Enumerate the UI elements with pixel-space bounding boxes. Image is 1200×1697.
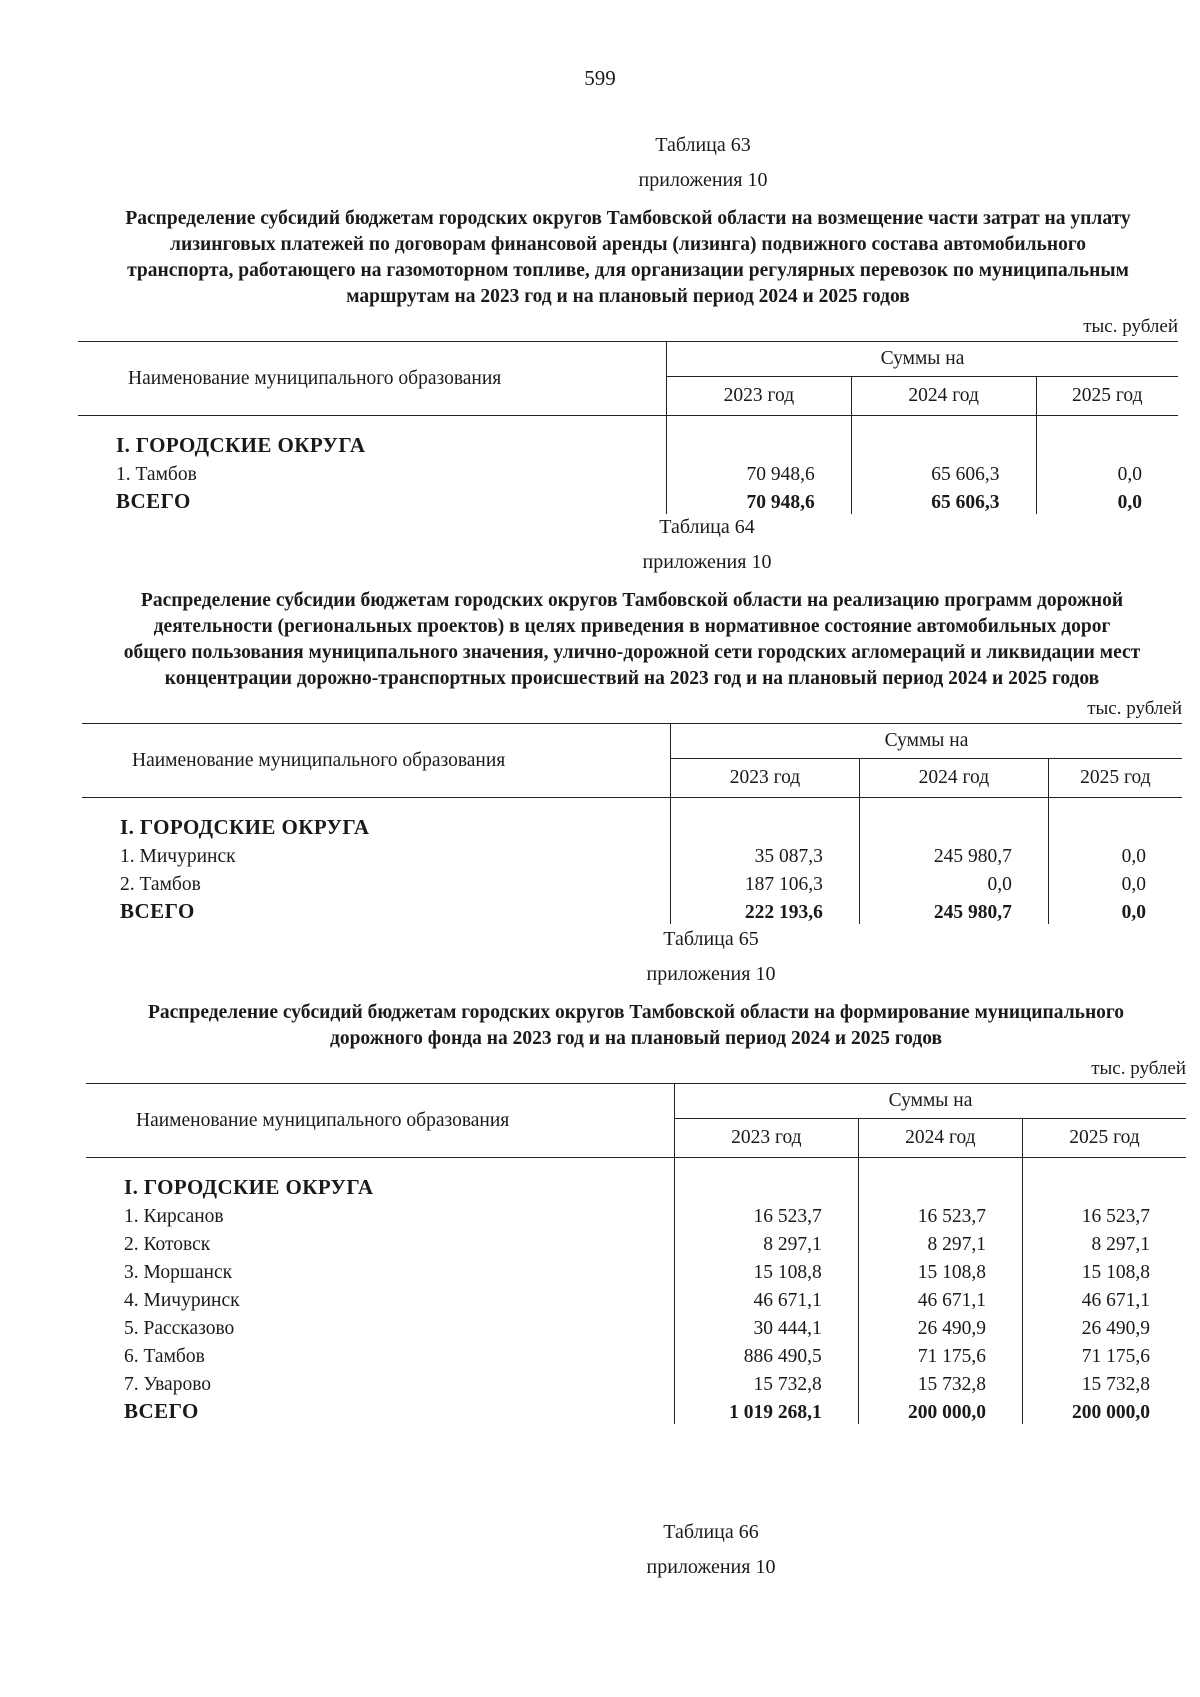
table-row bbox=[86, 1340, 1186, 1368]
value-cell: 15 108,8 bbox=[675, 1256, 859, 1284]
table-ref-line2: приложения 10 bbox=[646, 1556, 776, 1578]
table-ref-line1: Таблица 64 bbox=[659, 516, 755, 538]
column-header-year: 2023 год bbox=[675, 1119, 859, 1158]
row-name: 7. Уварово bbox=[124, 1374, 212, 1395]
value-cell: 187 106,3 bbox=[671, 868, 860, 896]
group-row bbox=[82, 798, 1182, 841]
value-cell: 15 108,8 bbox=[1022, 1256, 1186, 1284]
value-cell: 886 490,5 bbox=[675, 1340, 859, 1368]
total-row bbox=[86, 1396, 1186, 1424]
row-name: 1. Мичуринск bbox=[120, 846, 236, 867]
total-label: ВСЕГО bbox=[124, 1399, 199, 1423]
units-label: тыс. рублей bbox=[1087, 698, 1182, 719]
empty-cell bbox=[1048, 798, 1182, 841]
table-row bbox=[86, 1200, 1186, 1228]
table-row bbox=[86, 1368, 1186, 1396]
value-cell: 46 671,1 bbox=[858, 1284, 1022, 1312]
table-heading: Распределение субсидии бюджетам городских округов Тамбовской области на реализацию программ дорожной деятельности (региональных проектов) в целях приведения в нормативное состояние автомобильных дорог общего пользования муниципального значения, улично-дорожной сети городских агломераций и ликвидации мест концентрации дорожно-транспортных происшествий на 2023 год и на плановый период 2024 и 2025 годов bbox=[123, 590, 1141, 689]
value-cell: 15 732,8 bbox=[675, 1368, 859, 1396]
value-cell: 65 606,3 bbox=[851, 458, 1036, 486]
data-table bbox=[78, 341, 1178, 514]
empty-cell bbox=[859, 798, 1048, 841]
value-cell: 15 108,8 bbox=[858, 1256, 1022, 1284]
value-cell: 46 671,1 bbox=[1022, 1284, 1186, 1312]
empty-cell bbox=[1022, 1158, 1186, 1201]
empty-cell bbox=[858, 1158, 1022, 1201]
column-header-year: 2024 год bbox=[859, 759, 1048, 798]
table-heading: Распределение субсидий бюджетам городских округов Тамбовской области на возмещение части затрат на уплату лизинговых платежей по договорам финансовой аренды (лизинга) подвижного состава автомобильного транспорта, работающего на газомоторном топливе, для организации регулярных перевозок по муниципальным маршрутам на 2023 год и на плановый период 2024 и 2025 годов bbox=[125, 208, 1131, 307]
data-table bbox=[86, 1083, 1186, 1424]
table-row bbox=[82, 868, 1182, 896]
table-row bbox=[86, 1228, 1186, 1256]
column-header-year: 2024 год bbox=[851, 377, 1036, 416]
table-63-block bbox=[78, 128, 1178, 514]
total-value: 222 193,6 bbox=[671, 896, 860, 924]
column-header-name: Наименование муниципального образования bbox=[86, 1084, 675, 1158]
table-heading: Распределение субсидий бюджетам городских округов Тамбовской области на формирование муниципального дорожного фонда на 2023 год и на плановый период 2024 и 2025 годов bbox=[147, 1002, 1125, 1049]
table-row bbox=[86, 1284, 1186, 1312]
total-value: 245 980,7 bbox=[859, 896, 1048, 924]
row-name: 6. Тамбов bbox=[124, 1346, 205, 1367]
value-cell: 0,0 bbox=[859, 868, 1048, 896]
total-value: 65 606,3 bbox=[851, 486, 1036, 514]
table-row bbox=[82, 840, 1182, 868]
units-label: тыс. рублей bbox=[1083, 316, 1178, 337]
value-cell: 26 490,9 bbox=[1022, 1312, 1186, 1340]
table-row bbox=[78, 458, 1178, 486]
group-label: I. ГОРОДСКИЕ ОКРУГА bbox=[124, 1175, 374, 1199]
total-value: 1 019 268,1 bbox=[675, 1396, 859, 1424]
column-header-year: 2024 год bbox=[858, 1119, 1022, 1158]
row-name: 2. Котовск bbox=[124, 1234, 211, 1255]
group-row bbox=[78, 416, 1178, 459]
total-label: ВСЕГО bbox=[120, 899, 195, 923]
row-name: 5. Рассказово bbox=[124, 1318, 235, 1339]
value-cell: 245 980,7 bbox=[859, 840, 1048, 868]
value-cell: 8 297,1 bbox=[858, 1228, 1022, 1256]
empty-cell bbox=[667, 416, 852, 459]
row-name: 2. Тамбов bbox=[120, 874, 201, 895]
value-cell: 8 297,1 bbox=[1022, 1228, 1186, 1256]
empty-cell bbox=[1036, 416, 1178, 459]
data-table bbox=[82, 723, 1182, 924]
value-cell: 26 490,9 bbox=[858, 1312, 1022, 1340]
table-ref-line1: Таблица 63 bbox=[655, 134, 751, 156]
table-66-block bbox=[86, 1515, 1186, 1585]
group-label: I. ГОРОДСКИЕ ОКРУГА bbox=[116, 433, 366, 457]
column-header-name: Наименование муниципального образования bbox=[78, 342, 667, 416]
total-value: 200 000,0 bbox=[858, 1396, 1022, 1424]
row-name: 1. Тамбов bbox=[116, 464, 197, 485]
column-header-year: 2025 год bbox=[1022, 1119, 1186, 1158]
table-row bbox=[86, 1312, 1186, 1340]
value-cell: 16 523,7 bbox=[675, 1200, 859, 1228]
table-ref-line1: Таблица 66 bbox=[663, 1521, 759, 1543]
column-header-sums: Суммы на bbox=[671, 724, 1183, 759]
value-cell: 0,0 bbox=[1048, 868, 1182, 896]
column-header-name: Наименование муниципального образования bbox=[82, 724, 671, 798]
total-value: 200 000,0 bbox=[1022, 1396, 1186, 1424]
value-cell: 8 297,1 bbox=[675, 1228, 859, 1256]
table-64-block bbox=[82, 510, 1182, 924]
page-number: 599 bbox=[584, 66, 616, 90]
value-cell: 71 175,6 bbox=[1022, 1340, 1186, 1368]
table-ref-line1: Таблица 65 bbox=[663, 928, 759, 950]
column-header-year: 2025 год bbox=[1036, 377, 1178, 416]
row-name: 1. Кирсанов bbox=[124, 1206, 224, 1227]
empty-cell bbox=[675, 1158, 859, 1201]
table-65-block bbox=[86, 922, 1186, 1424]
value-cell: 71 175,6 bbox=[858, 1340, 1022, 1368]
total-label: ВСЕГО bbox=[116, 489, 191, 513]
table-ref-line2: приложения 10 bbox=[638, 169, 768, 191]
total-value: 70 948,6 bbox=[667, 486, 852, 514]
row-name: 4. Мичуринск bbox=[124, 1290, 240, 1311]
total-value: 0,0 bbox=[1048, 896, 1182, 924]
value-cell: 35 087,3 bbox=[671, 840, 860, 868]
value-cell: 46 671,1 bbox=[675, 1284, 859, 1312]
table-row bbox=[86, 1256, 1186, 1284]
group-label: I. ГОРОДСКИЕ ОКРУГА bbox=[120, 815, 370, 839]
value-cell: 16 523,7 bbox=[858, 1200, 1022, 1228]
table-ref-line2: приложения 10 bbox=[642, 551, 772, 573]
empty-cell bbox=[851, 416, 1036, 459]
row-name: 3. Моршанск bbox=[124, 1262, 233, 1283]
total-value: 0,0 bbox=[1036, 486, 1178, 514]
column-header-sums: Суммы на bbox=[675, 1084, 1187, 1119]
value-cell: 15 732,8 bbox=[1022, 1368, 1186, 1396]
value-cell: 15 732,8 bbox=[858, 1368, 1022, 1396]
table-ref-line2: приложения 10 bbox=[646, 963, 776, 985]
value-cell: 0,0 bbox=[1048, 840, 1182, 868]
value-cell: 70 948,6 bbox=[667, 458, 852, 486]
group-row bbox=[86, 1158, 1186, 1201]
value-cell: 0,0 bbox=[1036, 458, 1178, 486]
empty-cell bbox=[671, 798, 860, 841]
column-header-sums: Суммы на bbox=[667, 342, 1179, 377]
column-header-year: 2023 год bbox=[671, 759, 860, 798]
total-row bbox=[82, 896, 1182, 924]
units-label: тыс. рублей bbox=[1091, 1058, 1186, 1079]
value-cell: 30 444,1 bbox=[675, 1312, 859, 1340]
value-cell: 16 523,7 bbox=[1022, 1200, 1186, 1228]
column-header-year: 2023 год bbox=[667, 377, 852, 416]
column-header-year: 2025 год bbox=[1048, 759, 1182, 798]
